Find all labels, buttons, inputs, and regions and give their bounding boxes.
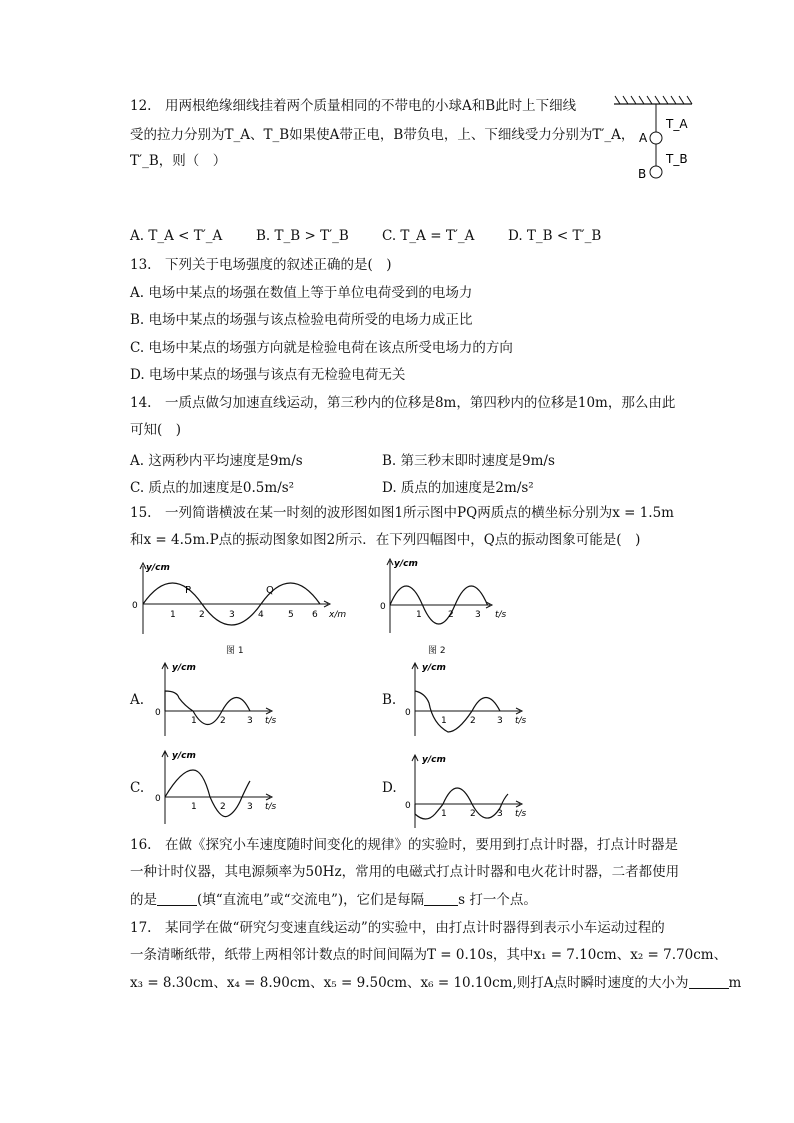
option-b-tick-1: 1 bbox=[441, 716, 447, 726]
option-d-xlabel: t/s bbox=[515, 809, 527, 819]
fig2-xlabel: t/s bbox=[495, 610, 507, 620]
q13-option-b[interactable]: B. 电场中某点的场强与该点检验电荷所受的电场力成正比 bbox=[130, 312, 473, 328]
option-c-ylabel: y/cm bbox=[172, 751, 196, 761]
option-c-tick-1: 1 bbox=[191, 802, 197, 812]
fig1-point-p: P bbox=[185, 585, 192, 596]
q13-option-d[interactable]: D. 电场中某点的场强与该点有无检验电荷无关 bbox=[130, 367, 406, 383]
option-b-tick-3: 3 bbox=[497, 716, 503, 726]
fig2-tick-3: 3 bbox=[475, 610, 481, 620]
q16-line1: 16. 在做《探究小车速度随时间变化的规律》的实验时，要用到打点计时器，打点计时器是 bbox=[130, 837, 678, 853]
q12-tb-label: T_B bbox=[666, 152, 688, 166]
q17-blank-velocity[interactable] bbox=[689, 976, 729, 989]
q12-line2: 受的拉力分别为T_A、T_B如果使A带正电，B带负电，上、下细线受力分别为T′_A， bbox=[130, 127, 635, 143]
q17-text-b: m bbox=[728, 975, 742, 991]
option-d-ylabel: y/cm bbox=[422, 755, 446, 765]
q14-line1: 14. 一质点做匀加速直线运动，第三秒内的位移是8m，第四秒内的位移是10m，那么由此 bbox=[130, 395, 676, 411]
q16-text-b: (填“直流电”或“交流电”)，它们是每隔 bbox=[197, 892, 425, 908]
q14-option-b[interactable]: B. 第三秒末即时速度是9m/s bbox=[382, 453, 555, 469]
fig2-caption: 图 2 bbox=[428, 646, 446, 656]
fig1-xlabel: x/m bbox=[329, 610, 347, 620]
q15-line1: 15. 一列简谐横波在某一时刻的波形图如图1所示图中PQ两质点的横坐标分别为x = 1.5m bbox=[130, 505, 674, 521]
option-d-tick-1: 1 bbox=[441, 809, 447, 819]
q12-line3: T′_B，则（ ） bbox=[130, 153, 227, 169]
option-a-tick-1: 1 bbox=[191, 716, 197, 726]
option-d-tick-2: 2 bbox=[470, 809, 476, 819]
q14-line2: 可知( ) bbox=[130, 422, 182, 438]
option-c-origin: 0 bbox=[155, 794, 161, 804]
q13-option-c[interactable]: C. 电场中某点的场强方向就是检验电荷在该点所受电场力的方向 bbox=[130, 340, 513, 356]
fig1-ylabel: y/cm bbox=[146, 563, 170, 573]
option-a-tick-2: 2 bbox=[220, 716, 226, 726]
q15-option-b-graph[interactable] bbox=[400, 660, 540, 740]
fig2-origin: 0 bbox=[380, 602, 386, 612]
fig2-ylabel: y/cm bbox=[394, 559, 418, 569]
q14-option-c[interactable]: C. 质点的加速度是0.5m/s² bbox=[130, 480, 295, 496]
option-c-xlabel: t/s bbox=[265, 802, 277, 812]
q17-text-a: x₃ = 8.30cm、x₄ = 8.90cm、x₅ = 9.50cm、x₆ = 10.10cm,则打A点时瞬时速度的大小为 bbox=[130, 975, 689, 991]
q12-option-a[interactable]: A. T_A < T′_A bbox=[130, 228, 223, 244]
q12-figure bbox=[612, 95, 702, 185]
q16-line3 bbox=[130, 891, 537, 909]
q12-option-b[interactable]: B. T_B > T′_B bbox=[256, 228, 349, 244]
q15-line2: 和x = 4.5m.P点的振动图象如图2所示．在下列四幅图中，Q点的振动图象可能是( ) bbox=[130, 532, 641, 548]
fig1-tick-6: 6 bbox=[312, 610, 318, 620]
option-a-origin: 0 bbox=[155, 708, 161, 718]
q12-ta-label: T_A bbox=[666, 117, 688, 131]
fig1-caption: 图 1 bbox=[226, 646, 244, 656]
fig1-origin: 0 bbox=[132, 601, 138, 611]
option-c-wave bbox=[165, 770, 250, 817]
option-a-tick-3: 3 bbox=[247, 716, 253, 726]
q17-line2: 一条清晰纸带，纸带上两相邻计数点的时间间隔为T = 0.10s，其中x₁ = 7.10cm、x₂ = 7.70cm、 bbox=[130, 947, 728, 963]
fig1-tick-4: 4 bbox=[258, 610, 264, 620]
q13-stem: 13. 下列关于电场强度的叙述正确的是( ) bbox=[130, 257, 392, 273]
option-b-ylabel: y/cm bbox=[422, 663, 446, 673]
q12-line1: 12. 用两根绝缘细线挂着两个质量相同的不带电的小球A和B此时上下细线 bbox=[130, 98, 577, 114]
q13-option-a[interactable]: A. 电场中某点的场强在数值上等于单位电荷受到的电场力 bbox=[130, 285, 473, 301]
q15-option-c-label[interactable]: C. bbox=[130, 780, 145, 796]
q15-figure-1 bbox=[128, 560, 353, 640]
q14-option-a[interactable]: A. 这两秒内平均速度是9m/s bbox=[130, 453, 303, 469]
q15-option-c-graph[interactable] bbox=[150, 748, 290, 828]
option-b-tick-2: 2 bbox=[470, 716, 476, 726]
option-d-origin: 0 bbox=[405, 801, 411, 811]
q12-ball-a-label: A bbox=[639, 131, 648, 145]
q15-option-a-label[interactable]: A. bbox=[130, 692, 145, 708]
q16-line2: 一种计时仪器，其电源频率为50Hz，常用的电磁式打点计时器和电火花计时器，二者都使用 bbox=[130, 864, 680, 880]
fig1-tick-2: 2 bbox=[199, 610, 205, 620]
option-a-xlabel: t/s bbox=[265, 716, 277, 726]
option-b-origin: 0 bbox=[405, 708, 411, 718]
option-a-ylabel: y/cm bbox=[172, 663, 196, 673]
q12-option-c[interactable]: C. T_A = T′_A bbox=[382, 228, 475, 244]
fig1-point-q: Q bbox=[266, 585, 274, 596]
q14-option-d[interactable]: D. 质点的加速度是2m/s² bbox=[382, 480, 534, 496]
q16-text-a: 的是 bbox=[130, 892, 157, 908]
q16-blank-interval[interactable] bbox=[424, 893, 458, 906]
q16-text-c: s 打一个点。 bbox=[458, 892, 537, 908]
fig2-tick-1: 1 bbox=[416, 610, 422, 620]
q15-option-d-graph[interactable] bbox=[400, 752, 540, 832]
q15-figure-2 bbox=[378, 555, 508, 640]
q15-option-d-label[interactable]: D. bbox=[382, 780, 397, 796]
fig1-tick-5: 5 bbox=[288, 610, 294, 620]
option-b-xlabel: t/s bbox=[515, 716, 527, 726]
q15-option-b-label[interactable]: B. bbox=[382, 692, 397, 708]
q12-option-d[interactable]: D. T_B < T′_B bbox=[508, 228, 602, 244]
q17-line3 bbox=[130, 974, 741, 992]
q17-line1: 17. 某同学在做“研究匀变速直线运动”的实验中，由打点计时器得到表示小车运动过程的 bbox=[130, 920, 665, 936]
option-c-tick-3: 3 bbox=[247, 802, 253, 812]
q12-ball-b-label: B bbox=[638, 167, 647, 181]
fig2-tick-2: 2 bbox=[448, 610, 454, 620]
fig1-tick-3: 3 bbox=[229, 610, 235, 620]
q15-option-a-graph[interactable] bbox=[150, 660, 290, 740]
q16-blank-current-type[interactable] bbox=[157, 893, 197, 906]
option-a-wave bbox=[165, 691, 250, 725]
option-d-tick-3: 3 bbox=[497, 809, 503, 819]
option-c-tick-2: 2 bbox=[220, 802, 226, 812]
fig1-tick-1: 1 bbox=[170, 610, 176, 620]
